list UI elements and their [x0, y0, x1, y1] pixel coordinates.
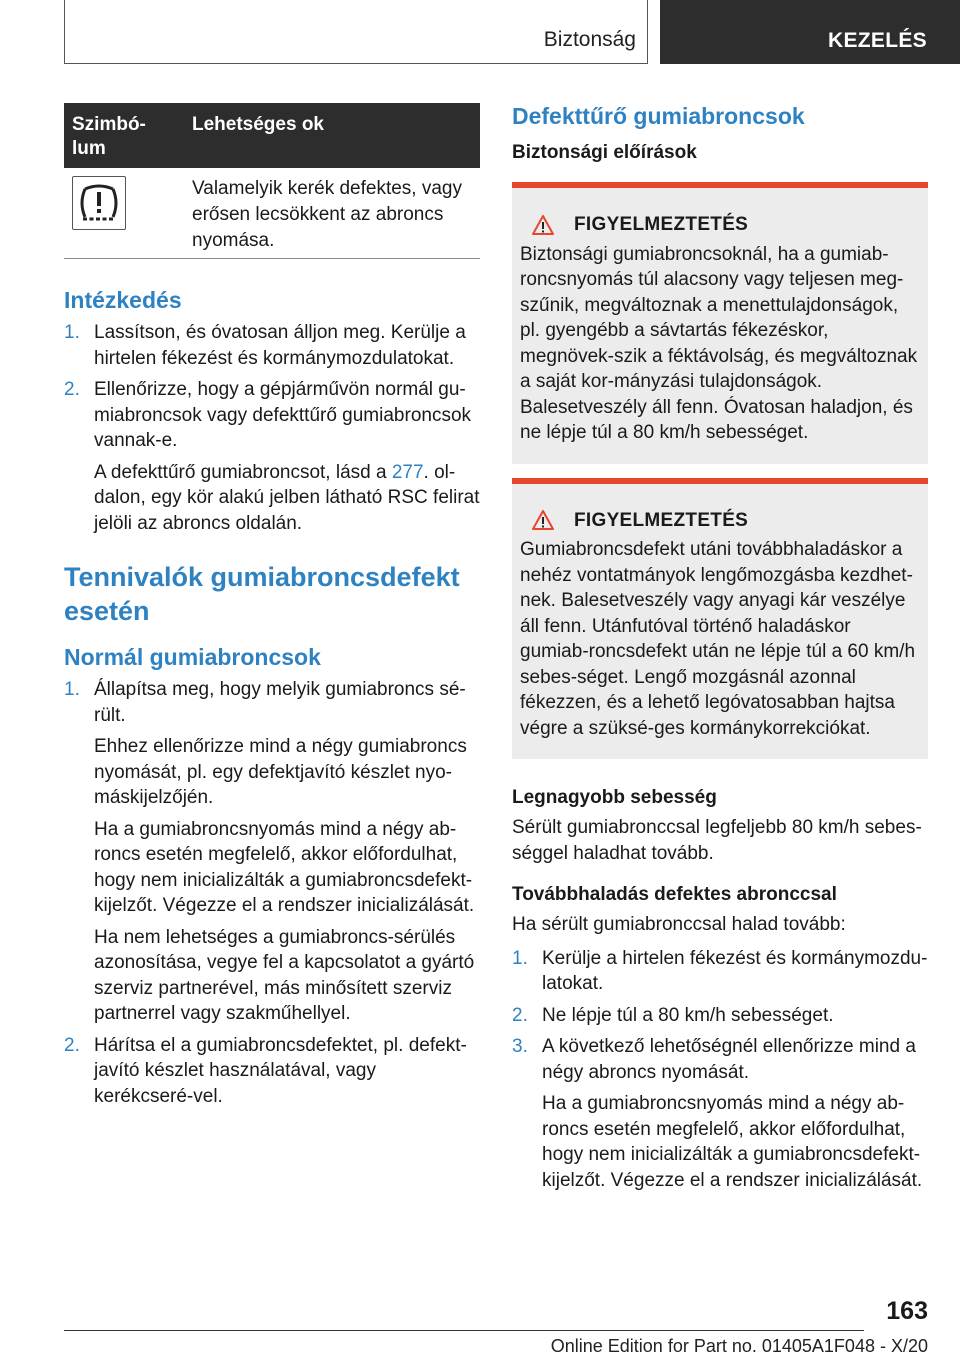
right-column — [512, 103, 928, 1193]
step-subtext: Ha a gumiabroncsnyomás mind a négy ab-roncs esetén megfelelő, akkor előfordulhat, hogy nem inicializálták a gumiabroncsdefekt-kijelzőt. Végezze el a rendszer inicializálását. — [542, 1093, 923, 1191]
continue-steps — [512, 946, 928, 1194]
step-subtext: Ehhez ellenőrizze mind a négy gumiabroncs nyomását, pl. egy defektjavító készlet nyo-máskijelzőjén. — [94, 736, 467, 808]
heading-defekttuero: Defekttűrő gumiabroncsok — [512, 103, 805, 129]
page-reference-link[interactable]: 277 — [391, 461, 424, 483]
step-subtext — [94, 460, 480, 537]
warning-title-row — [520, 508, 920, 534]
symbol-table-header — [64, 103, 480, 168]
table-row — [64, 168, 480, 259]
step-number: 3. — [512, 1036, 528, 1057]
left-column — [64, 103, 480, 1109]
heading-intezkedes: Intézkedés — [64, 287, 182, 313]
heading-tovabbhaladas: Továbbhaladás defektes abronccsal — [512, 884, 837, 905]
warning-title: FIGYELMEZTETÉS — [574, 214, 749, 235]
warning-box — [512, 478, 928, 760]
warning-title: FIGYELMEZTETÉS — [574, 509, 749, 531]
step-number: 2. — [64, 1034, 80, 1056]
step-number: 1. — [64, 679, 80, 700]
list-item — [512, 1034, 928, 1193]
header-chapter-tab: KEZELÉS — [660, 0, 960, 64]
tire-pressure-warning-icon — [72, 176, 126, 230]
footer-divider — [64, 1330, 864, 1331]
list-item — [64, 1033, 480, 1110]
step-text: Ellenőrizze, hogy a gépjárművön normál gu-miabroncsok vagy defekttűrő gumiabroncsok vannak-e. — [94, 379, 472, 451]
page-number: 163 — [886, 1297, 928, 1325]
warning-text: Biztonsági gumiabroncsoknál, ha a gumiab-roncsnyomás túl alacsony vagy teljesen meg-szűnik, megváltoznak a menettulajdonságok, pl. gyengébb a sávtartás fékezéskor, megnövek-szik a féktávolság, és megváltoznak a saját kor-mányzási tulajdonságok. Balesetveszély áll fenn. Óvatosan haladjon, és ne lépje túl a 80 km/h sebességet. — [520, 243, 918, 443]
table-row-cause: Valamelyik kerék defektes, vagy erősen lecsökkent az abroncs nyomása. — [192, 178, 462, 251]
normal-steps — [64, 677, 480, 1109]
warning-triangle-icon — [532, 510, 554, 530]
step-number: 1. — [512, 947, 528, 969]
heading-legnagyobb-sebesseg: Legnagyobb sebesség — [512, 787, 717, 808]
header-section-title: Biztonság — [543, 28, 636, 51]
warning-title-row — [520, 212, 920, 238]
table-col-cause-header: Lehetséges ok — [192, 114, 324, 135]
step-text: Állapítsa meg, hogy melyik gumiabroncs sé-rült. — [94, 679, 466, 726]
maxspeed-text: Sérült gumiabronccsal legfeljebb 80 km/h sebes-séggel haladhat tovább. — [512, 817, 922, 864]
list-item — [512, 946, 928, 997]
list-item — [512, 1003, 928, 1029]
intezkedes-steps — [64, 320, 480, 536]
step-text: Hárítsa el a gumiabroncsdefektet, pl. defekt-javító készlet használatával, vagy kerékcseré-vel. — [94, 1034, 467, 1107]
continue-intro: Ha sérült gumiabronccsal halad tovább: — [512, 914, 846, 935]
step-text: Kerülje a hirtelen fékezést és kormánymozdu-latokat. — [542, 947, 928, 994]
heading-biztonsagi-eloirasok: Biztonsági előírások — [512, 142, 697, 163]
table-col-symbol-header: Szimbó-lum — [72, 114, 146, 159]
heading-normal-gumiabroncsok: Normál gumiabroncsok — [64, 644, 321, 670]
heading-tennivalok: Tennivalók gumiabroncsdefekt esetén — [64, 562, 460, 626]
list-item — [64, 677, 480, 1027]
footer-edition: Online Edition for Part no. 01405A1F048 - X/20 — [550, 1336, 928, 1356]
step-text: Lassítson, és óvatosan álljon meg. Kerülje a hirtelen fékezést és kormánymozdulatokat. — [94, 322, 466, 369]
warning-text: Gumiabroncsdefekt utáni továbbhaladáskor a nehéz vontatmányok lengőmozgásba kezdhet-nek. Balesetveszély vagy anyagi kár veszélye áll fenn. Utánfutóval történő haladáskor gumiab-roncsdefekt után ne lépje túl a 60 km/h sebes-séget. Lengő mozgásnál azonnal fékezzen, és a lehető legóvatosabban hajtsa végre a szüksé-ges kormánykorrekciókat. — [520, 539, 916, 739]
list-item — [64, 320, 480, 371]
step-number: 1. — [64, 322, 80, 343]
step-text: A következő lehetőségnél ellenőrizze mind a négy abroncs nyomását. — [542, 1036, 916, 1083]
list-item — [64, 377, 480, 536]
step-subtext-after: . ol-dalon, egy kör alakú jelben látható RSC felirat jelöli az abroncs oldalán. — [94, 461, 480, 534]
step-subtext: Ha a gumiabroncsnyomás mind a négy ab-roncs esetén megfelelő, akkor előfordulhat, hogy nem inicializálták a gumiabroncsdefekt-kijelzőt. Végezze el a rendszer inicializálását. — [94, 818, 475, 916]
step-number: 2. — [64, 379, 80, 400]
step-number: 2. — [512, 1004, 528, 1026]
step-subtext: Ha nem lehetséges a gumiabroncs-sérülés azonosítása, vegye fel a kapcsolatot a gyártó szerviz partnerével, más minősített szerviz partnerrel vagy szakműhellyel. — [94, 926, 475, 1024]
warning-box — [512, 182, 928, 464]
warning-triangle-icon — [532, 215, 554, 235]
step-text: Ne lépje túl a 80 km/h sebességet. — [542, 1004, 834, 1026]
step-subtext-before: A defekttűrő gumiabroncsot, lásd a — [94, 461, 392, 483]
